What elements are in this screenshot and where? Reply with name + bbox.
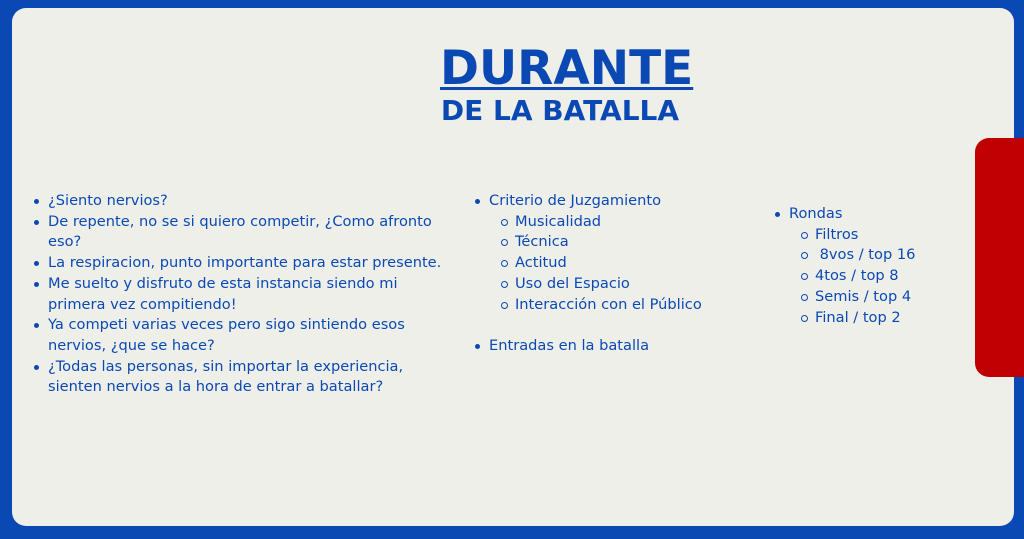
questions-list <box>48 191 448 398</box>
red-side-tab <box>975 138 1024 377</box>
rondas-subitem: 4tos / top 8 <box>815 266 969 287</box>
middle-column <box>489 191 749 357</box>
criterio-heading: Criterio de Juzgamiento <box>489 191 749 212</box>
right-column <box>789 204 969 328</box>
rondas-subitem: Final / top 2 <box>815 308 969 329</box>
list-item: ¿Todas las personas, sin importar la experiencia, sienten nervios a la hora de entrar a batallar? <box>48 357 448 398</box>
criterio-subitem: Musicalidad <box>515 212 749 233</box>
page-subtitle: DE LA BATALLA <box>440 94 680 127</box>
list-item: Ya competi varias veces pero sigo sintiendo esos nervios, ¿que se hace? <box>48 315 448 356</box>
entradas-heading: Entradas en la batalla <box>489 336 749 357</box>
list-item: ¿Siento nervios? <box>48 191 448 212</box>
rondas-heading: Rondas <box>789 204 969 225</box>
criterio-subitem: Uso del Espacio <box>515 274 749 295</box>
list-item: La respiracion, punto importante para estar presente. <box>48 253 448 274</box>
criterio-subitem: Interacción con el Público <box>515 295 749 316</box>
criterio-subitems <box>489 212 749 316</box>
left-column <box>48 191 448 398</box>
entradas-list <box>489 336 749 357</box>
list-item: Me suelto y disfruto de esta instancia siendo mi primera vez compitiendo! <box>48 274 448 315</box>
page-title: DURANTE <box>440 41 694 96</box>
rondas-list <box>789 204 969 225</box>
criteria-list <box>489 191 749 212</box>
rondas-subitem: Semis / top 4 <box>815 287 969 308</box>
spacer <box>489 315 749 336</box>
rondas-subitems <box>789 225 969 329</box>
rondas-subitem: 8vos / top 16 <box>815 245 969 266</box>
rondas-subitem: Filtros <box>815 225 969 246</box>
criterio-subitem: Técnica <box>515 232 749 253</box>
list-item: De repente, no se si quiero competir, ¿Como afronto eso? <box>48 212 448 253</box>
criterio-subitem: Actitud <box>515 253 749 274</box>
